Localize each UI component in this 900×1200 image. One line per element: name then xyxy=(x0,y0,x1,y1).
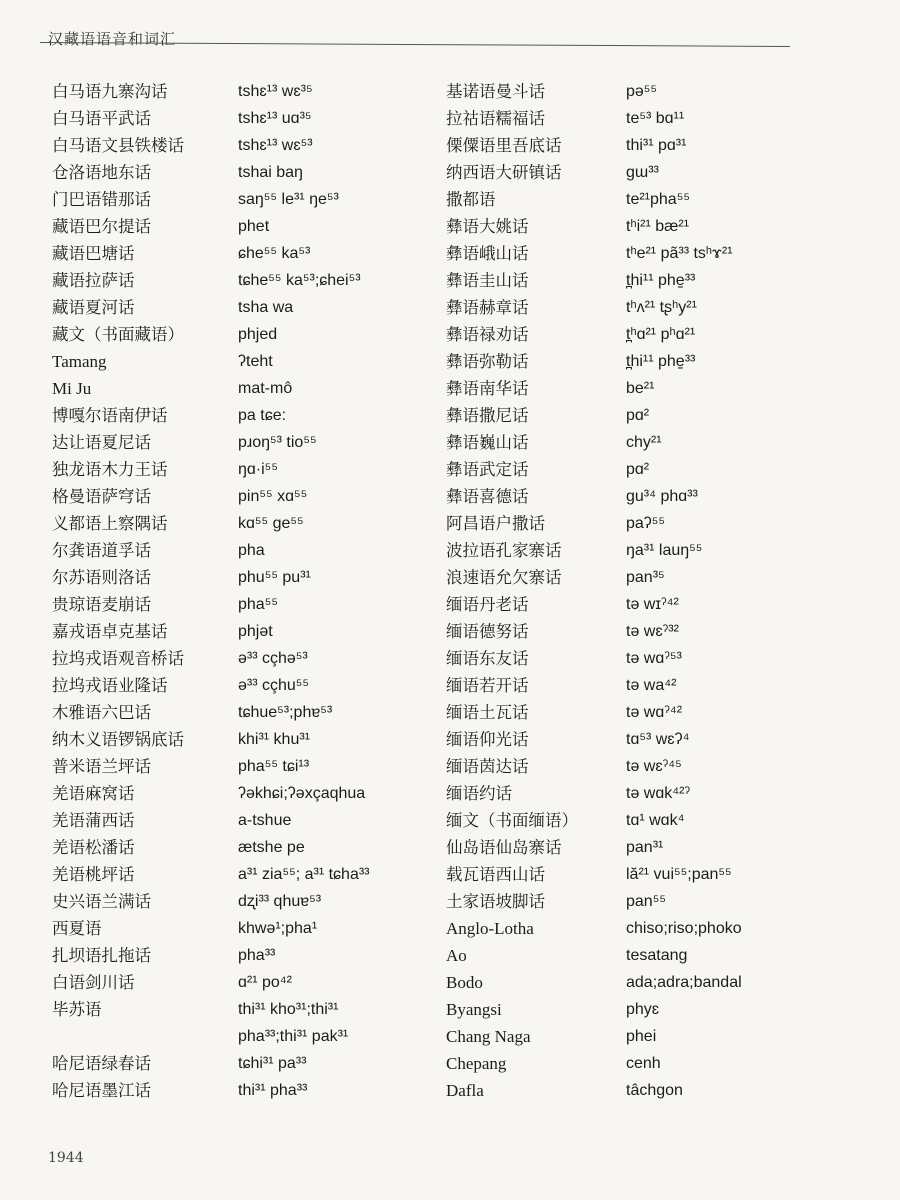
dialect-name: 哈尼语墨江话 xyxy=(52,1081,151,1100)
word-form: tə wɑk⁴²ˀ xyxy=(626,785,691,802)
dialect-name: 彝语大姚话 xyxy=(446,217,529,236)
word-form: ɕhe⁵⁵ ka⁵³ xyxy=(238,245,311,262)
dialect-name: 白马语文县铁楼话 xyxy=(52,136,184,155)
word-form: tɑ⁵³ wɛʔ⁴ xyxy=(626,731,690,748)
dialect-name: Mi Ju xyxy=(52,379,92,398)
dialect-name: 缅文（书面缅语） xyxy=(446,811,578,830)
word-form: chiso;riso;phoko xyxy=(626,920,742,937)
dialect-name: 彝语弥勒话 xyxy=(446,352,529,371)
dialect-name: 尔龚语道孚话 xyxy=(52,541,151,560)
dialect-name: 羌语蒲西话 xyxy=(52,811,135,830)
dialect-name: 毕苏语 xyxy=(52,1000,102,1019)
page-number: 1944 xyxy=(48,1150,84,1166)
word-form: tə wɪˀ⁴² xyxy=(626,596,679,613)
dialect-name: 仓洛语地东话 xyxy=(52,163,151,182)
word-form: pɑ² xyxy=(626,407,650,424)
dialect-name: 纳西语大研镇话 xyxy=(446,163,562,182)
word-form: be²¹ xyxy=(626,380,655,397)
word-form: pha³³ xyxy=(238,947,276,964)
word-form: tâchgon xyxy=(626,1082,683,1099)
word-form: pan³⁵ xyxy=(626,569,665,586)
word-form: phei xyxy=(626,1028,657,1045)
word-form: te⁵³ bɑ¹¹ xyxy=(626,110,685,127)
word-form: a-tshue xyxy=(238,812,292,829)
dialect-name: Ao xyxy=(446,946,467,965)
dialect-name: Tamang xyxy=(52,352,107,371)
word-form: tə wɛˀ⁴⁵ xyxy=(626,758,682,775)
word-form: pan⁵⁵ xyxy=(626,893,666,910)
word-form: ʔəkhɕi;ʔəxçaqhua xyxy=(238,785,366,802)
dialect-name: 拉祜语糯福话 xyxy=(446,109,545,128)
word-form: saŋ⁵⁵ le³¹ ŋe⁵³ xyxy=(238,191,339,208)
dialect-name: 羌语麻窝话 xyxy=(52,784,135,803)
word-form: tshai baŋ xyxy=(238,164,303,181)
dialect-name: 尔苏语则洛话 xyxy=(52,568,151,587)
dialect-name: 达让语夏尼话 xyxy=(52,433,151,452)
word-form: ʔteht xyxy=(238,353,273,370)
dialect-name: 波拉语孔家寨话 xyxy=(446,541,562,560)
dialect-name: 独龙语木力王话 xyxy=(52,460,168,479)
word-form: tʰi²¹ bæ²¹ xyxy=(626,218,690,235)
word-form: a³¹ zia⁵⁵; a³¹ tɕha³³ xyxy=(238,866,370,883)
word-form: tshɛ¹³ wɛ³⁵ xyxy=(238,83,313,100)
dialect-name: 彝语撒尼话 xyxy=(446,406,529,425)
dialect-name: 仙岛语仙岛寨话 xyxy=(446,838,562,857)
dialect-name: 义都语上察隅话 xyxy=(52,514,168,533)
word-form: ə³³ cçhu⁵⁵ xyxy=(238,677,310,694)
dialect-name: 缅语东友话 xyxy=(446,649,529,668)
word-form: phyɛ xyxy=(626,1001,660,1018)
dialect-name: 彝语圭山话 xyxy=(446,271,529,290)
word-form: t̪hi¹¹ phe̠³³ xyxy=(626,353,696,370)
word-form: tʰʌ²¹ tʂʰy²¹ xyxy=(626,299,697,316)
word-form: tə wɑˀ⁵³ xyxy=(626,650,682,667)
word-form: tshɛ¹³ uɑ³⁵ xyxy=(238,110,312,127)
word-form: phu⁵⁵ pu³¹ xyxy=(238,569,311,586)
word-form: thi³¹ pɑ³¹ xyxy=(626,137,687,154)
dialect-name: 木雅语六巴话 xyxy=(52,703,151,722)
word-form: pha⁵⁵ xyxy=(238,596,278,613)
dialect-name: 白语剑川话 xyxy=(52,973,135,992)
word-form: pha³³;thi³¹ pak³¹ xyxy=(238,1028,349,1045)
dialect-name: 纳木义语锣锅底话 xyxy=(52,730,184,749)
dialect-name: 彝语赫章话 xyxy=(446,298,529,317)
dialect-name: 缅语茵达话 xyxy=(446,757,529,776)
dialect-name: 缅语德努话 xyxy=(446,622,529,641)
word-form: mat-mô xyxy=(238,380,293,397)
word-form: pa tɕe: xyxy=(238,407,287,424)
word-form: paʔ⁵⁵ xyxy=(626,515,666,532)
running-header: 汉藏语语音和词汇 xyxy=(48,30,177,48)
word-form: tesatang xyxy=(626,947,688,964)
dialect-name: 白马语平武话 xyxy=(52,109,151,128)
dialect-name: 缅语丹老话 xyxy=(446,595,529,614)
word-form: t̪hi¹¹ phe̠³³ xyxy=(626,272,696,289)
word-form: thi³¹ kho³¹;thi³¹ xyxy=(238,1001,339,1018)
dialect-name: 拉坞戎语观音桥话 xyxy=(52,649,184,668)
dialect-name: 嘉戎语卓克基话 xyxy=(52,622,168,641)
dialect-name: 哈尼语绿春话 xyxy=(52,1054,151,1073)
word-form: gu³⁴ phɑ³³ xyxy=(626,488,698,505)
word-form: chy²¹ xyxy=(626,434,662,451)
word-form: gɯ³³ xyxy=(626,164,659,181)
word-form: phjət xyxy=(238,623,273,640)
dialect-name: 基诺语曼斗话 xyxy=(446,82,545,101)
dialect-name: 藏语夏河话 xyxy=(52,298,135,317)
word-form: kɑ⁵⁵ ge⁵⁵ xyxy=(238,515,304,532)
word-form: pha⁵⁵ tɕi¹³ xyxy=(238,758,310,775)
dialect-name: 彝语峨山话 xyxy=(446,244,529,263)
dialect-name: 白马语九寨沟话 xyxy=(52,82,168,101)
word-form: tshɛ¹³ wɛ⁵³ xyxy=(238,137,313,154)
dialect-name: 羌语桃坪话 xyxy=(52,865,135,884)
word-form: pɑ² xyxy=(626,461,650,478)
word-form: ŋa³¹ lauŋ⁵⁵ xyxy=(626,542,703,559)
word-form: pin⁵⁵ xɑ⁵⁵ xyxy=(238,488,308,505)
dialect-name: 西夏语 xyxy=(52,919,102,938)
dialect-name: 史兴语兰满话 xyxy=(52,892,151,911)
dialect-name: Bodo xyxy=(446,973,483,992)
word-form: phjed xyxy=(238,326,278,343)
dialect-name: 缅语土瓦话 xyxy=(446,703,529,722)
dialect-name: 彝语喜德话 xyxy=(446,487,529,506)
word-form: pə⁵⁵ xyxy=(626,83,658,100)
dialect-name: 门巴语错那话 xyxy=(52,190,151,209)
dialect-name: 傈僳语里吾底话 xyxy=(446,136,562,155)
word-form: cenh xyxy=(626,1055,661,1072)
word-form: tɑ¹ wɑk⁴ xyxy=(626,812,685,829)
word-form: tə wɛˀ³² xyxy=(626,623,679,640)
word-form: pan³¹ xyxy=(626,839,664,856)
dialect-name: 浪速语允欠寨话 xyxy=(446,568,562,587)
dialect-name: Chepang xyxy=(446,1054,507,1073)
dialect-name: 博嘎尔语南伊话 xyxy=(52,406,168,425)
dialect-name: 藏语巴尔提话 xyxy=(52,217,151,236)
dialect-name: 缅语约话 xyxy=(446,784,512,803)
dialect-name: 撒都语 xyxy=(446,190,496,209)
dialect-name: 彝语巍山话 xyxy=(446,433,529,452)
dialect-name: 彝语南华话 xyxy=(446,379,529,398)
word-form: tə wɑˀ⁴² xyxy=(626,704,683,721)
dialect-name: Dafla xyxy=(446,1081,484,1100)
dialect-name: 彝语禄劝话 xyxy=(446,325,529,344)
word-form: thi³¹ pha³³ xyxy=(238,1082,308,1099)
dialect-name: 贵琼语麦崩话 xyxy=(52,595,151,614)
dialect-name: 羌语松潘话 xyxy=(52,838,135,857)
word-form: lă²¹ vui⁵⁵;pan⁵⁵ xyxy=(626,866,732,883)
word-form: tɕhi³¹ pa³³ xyxy=(238,1055,307,1072)
dialect-name: 普米语兰坪话 xyxy=(52,757,151,776)
dialect-name: 藏文（书面藏语） xyxy=(52,325,184,344)
dialect-name: 藏语巴塘话 xyxy=(52,244,135,263)
word-form: khwə¹;pha¹ xyxy=(238,920,318,937)
dialect-name: 彝语武定话 xyxy=(446,460,529,479)
dialect-name: 藏语拉萨话 xyxy=(52,271,135,290)
word-form: pɹoŋ⁵³ tio⁵⁵ xyxy=(238,434,317,451)
word-form: tɕhe⁵⁵ ka⁵³;ɕhei⁵³ xyxy=(238,272,361,289)
dialect-name: Byangsi xyxy=(446,1000,502,1019)
word-form: tsha wa xyxy=(238,299,294,316)
word-form: pha xyxy=(238,542,265,559)
dialect-name: 扎坝语扎拖话 xyxy=(52,946,151,965)
word-form: phet xyxy=(238,218,270,235)
word-form: tʰe²¹ pã³³ tsʰɤ²¹ xyxy=(626,245,733,262)
word-form: ætshe pe xyxy=(238,839,305,856)
dialect-name: 土家语坡脚话 xyxy=(446,892,545,911)
word-form: ə³³ cçhə⁵³ xyxy=(238,650,308,667)
word-form: tɕhue⁵³;phɐ⁵³ xyxy=(238,704,333,721)
word-form: dʐi³³ qhuɐ⁵³ xyxy=(238,893,322,910)
dialect-name: 拉坞戎语业隆话 xyxy=(52,676,168,695)
word-form: ada;adra;bandal xyxy=(626,974,742,991)
dialect-name: 阿昌语户撒话 xyxy=(446,514,545,533)
dialect-name: Chang Naga xyxy=(446,1027,531,1046)
word-form: ŋɑ·i⁵⁵ xyxy=(238,461,278,478)
word-form: tə wa⁴² xyxy=(626,677,677,694)
dialect-name: 缅语仰光话 xyxy=(446,730,529,749)
dialect-name: 格曼语萨穹话 xyxy=(52,487,151,506)
dialect-name: 缅语若开话 xyxy=(446,676,529,695)
word-form: te²¹pha⁵⁵ xyxy=(626,191,690,208)
word-form: khi³¹ khu³¹ xyxy=(238,731,311,748)
word-form: t̪ʰɑ²¹ pʰɑ²¹ xyxy=(626,326,696,343)
dialect-name: Anglo-Lotha xyxy=(446,919,534,938)
dialect-name: 载瓦语西山话 xyxy=(446,865,545,884)
word-form: ɑ²¹ po⁴² xyxy=(238,974,292,991)
